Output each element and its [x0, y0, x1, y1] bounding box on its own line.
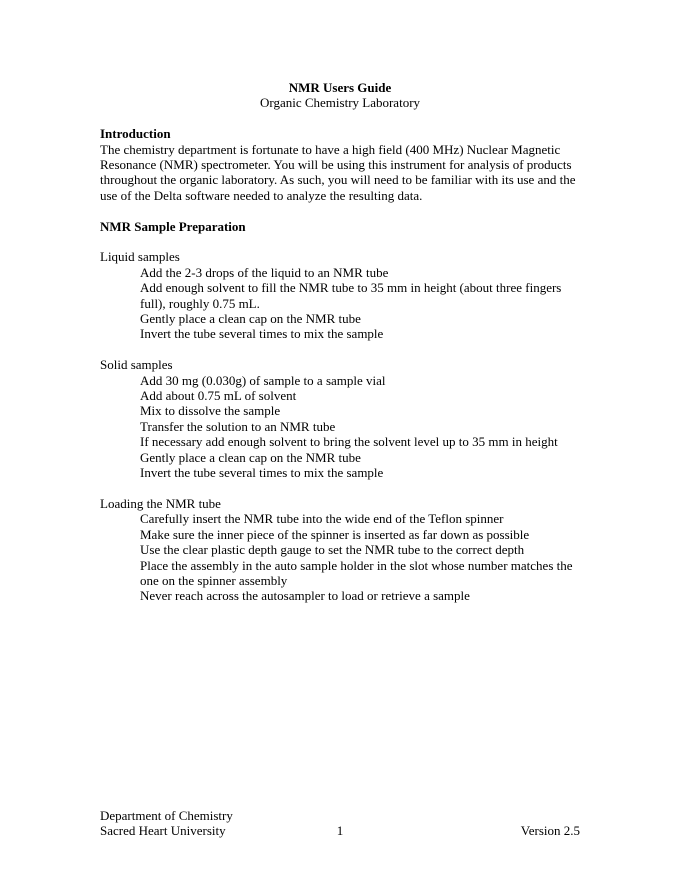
solid-step: Mix to dissolve the sample: [140, 403, 281, 419]
liquid-samples-group: [100, 249, 580, 341]
solid-step: If necessary add enough solvent to bring the solvent level up to 35 mm in height: [140, 434, 558, 450]
document-subtitle: Organic Chemistry Laboratory: [259, 95, 421, 111]
footer-bottom-row: [100, 823, 580, 838]
loading-step: Never reach across the autosampler to load or retrieve a sample: [140, 588, 470, 604]
loading-step: Make sure the inner piece of the spinner is inserted as far down as possible: [140, 526, 530, 542]
footer-university: Sacred Heart University: [100, 823, 226, 839]
solid-steps-list: [100, 373, 580, 481]
footer-page-number: 1: [336, 823, 344, 839]
loading-step: Use the clear plastic depth gauge to set the NMR tube to the correct depth: [140, 542, 525, 558]
loading-step: Place the assembly in the auto sample holder in the slot whose number matches the one on the spinner assembly: [140, 557, 573, 588]
loading-tube-label: Loading the NMR tube: [100, 495, 221, 511]
liquid-step: Gently place a clean cap on the NMR tube: [140, 311, 361, 327]
solid-step: Add about 0.75 mL of solvent: [140, 388, 297, 404]
loading-tube-group: [100, 496, 580, 604]
title-block: [100, 80, 580, 111]
preparation-section: [100, 219, 580, 604]
page-footer: [100, 808, 580, 839]
loading-step: Carefully insert the NMR tube into the wide end of the Teflon spinner: [140, 511, 504, 527]
footer-version: Version 2.5: [520, 823, 580, 839]
solid-samples-label: Solid samples: [100, 357, 173, 373]
loading-steps-list: [100, 511, 580, 603]
document-title: NMR Users Guide: [288, 80, 392, 95]
liquid-step: Invert the tube several times to mix the sample: [140, 326, 384, 342]
footer-department: Department of Chemistry: [100, 808, 233, 823]
solid-step: Transfer the solution to an NMR tube: [140, 418, 336, 434]
solid-samples-group: [100, 357, 580, 480]
solid-step: Invert the tube several times to mix the sample: [140, 465, 384, 481]
liquid-step: Add enough solvent to fill the NMR tube to 35 mm in height (about three fingers full), roughly 0.75 mL.: [140, 280, 562, 311]
liquid-steps-list: [100, 265, 580, 342]
preparation-heading: NMR Sample Preparation: [100, 218, 246, 234]
introduction-paragraph: The chemistry department is fortunate to have a high field (400 MHz) Nuclear Magnetic Resonance (NMR) spectrometer. You will be using this instrument for analysis of products throughout the organic laboratory. As such, you will need to be familiar with its use and the use of the Delta software needed to analyze the resulting data.: [100, 141, 576, 203]
introduction-heading: Introduction: [100, 126, 171, 142]
liquid-step: Add the 2-3 drops of the liquid to an NMR tube: [140, 264, 389, 280]
introduction-section: [100, 126, 580, 203]
solid-step: Gently place a clean cap on the NMR tube: [140, 449, 361, 465]
document-page: [100, 80, 580, 604]
liquid-samples-label: Liquid samples: [100, 249, 180, 265]
solid-step: Add 30 mg (0.030g) of sample to a sample vial: [140, 372, 386, 388]
